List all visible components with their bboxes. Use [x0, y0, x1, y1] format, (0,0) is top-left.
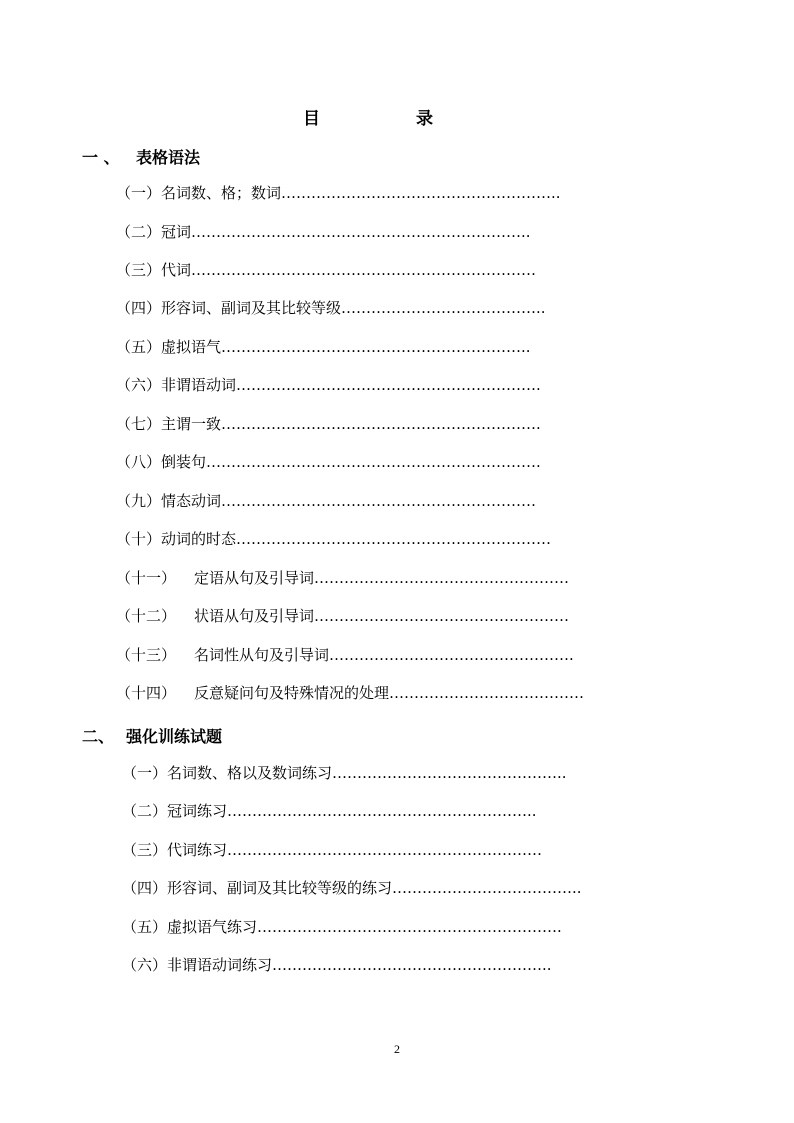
- toc-entry[interactable]: [116, 491, 536, 511]
- toc-entry-number: （六）: [116, 376, 162, 394]
- toc-entry-number: （九）: [116, 492, 162, 510]
- toc-entry-leader: ……………………………………………………….: [221, 415, 541, 433]
- toc-entry-leader: ……………………………………………: [314, 569, 570, 587]
- toc-entry-number: （四）: [116, 299, 162, 317]
- toc-entry[interactable]: [116, 375, 541, 395]
- toc-entry-leader: ………………………………………………………: [221, 492, 537, 510]
- toc-entry-label: 冠词练习: [167, 802, 228, 820]
- toc-entry[interactable]: [122, 917, 562, 937]
- toc-entry-leader: ……………………………………………………..: [227, 802, 537, 820]
- toc-entry-leader: …………………………………………………………..: [191, 223, 531, 241]
- toc-entry-label: 动词的时态: [161, 530, 237, 548]
- toc-entry-leader: ………………………………………………………: [236, 530, 552, 548]
- toc-entry-number: （一）: [116, 184, 162, 202]
- toc-entry-leader: ………………………………………………………….: [206, 453, 541, 471]
- toc-entry-leader: ……………………………………………………..: [221, 338, 531, 356]
- toc-entry-number: （十四）: [116, 684, 177, 702]
- toc-title-right: 录: [416, 109, 433, 129]
- toc-entry-label: 形容词、副词及其比较等级: [161, 299, 342, 317]
- toc-entry-leader: ………………………………………………………: [227, 841, 543, 859]
- toc-entry-label: 形容词、副词及其比较等级的练习: [167, 879, 393, 897]
- toc-entry-number: （一）: [122, 764, 168, 782]
- toc-entry-label: 名词性从句及引导词: [194, 646, 330, 664]
- toc-entry[interactable]: [116, 183, 561, 203]
- toc-section-2-heading: [82, 724, 222, 747]
- toc-entry-leader: ………………………………………………..: [272, 956, 552, 974]
- toc-entry-number: （二）: [122, 802, 168, 820]
- page-number: 2: [394, 1042, 400, 1056]
- toc-title-left: 目: [303, 109, 320, 129]
- toc-entry[interactable]: [116, 529, 551, 549]
- toc-entry-leader: ………………………………………………..: [281, 184, 561, 202]
- toc-entry-leader: ……………………………………………………………: [191, 261, 537, 279]
- toc-entry-label: 非谓语动词练习: [167, 956, 273, 974]
- toc-entry-leader: ………………………………………….: [329, 646, 574, 664]
- toc-entry-label: 虚拟语气: [161, 338, 222, 356]
- toc-section-1-heading: [82, 145, 200, 168]
- toc-entry-number: （二）: [116, 223, 162, 241]
- toc-entry-label: 冠词: [161, 223, 192, 241]
- toc-entry-leader: …………………………………: [389, 684, 585, 702]
- toc-entry[interactable]: [122, 955, 552, 975]
- toc-entry-label: 代词练习: [167, 841, 228, 859]
- toc-entry-label: 非谓语动词: [161, 376, 237, 394]
- toc-entry-leader: ………………………………..: [392, 879, 582, 897]
- section-name: 强化训练试题: [126, 727, 223, 746]
- toc-entry[interactable]: [116, 222, 531, 242]
- toc-entry[interactable]: [116, 414, 541, 434]
- toc-entry-label: 状语从句及引导词: [194, 607, 315, 625]
- toc-entry-number: （七）: [116, 415, 162, 433]
- section-number: 一 、: [82, 148, 120, 167]
- toc-entry-label: 主谓一致: [161, 415, 222, 433]
- toc-entry-leader: ………………………………………..: [332, 764, 567, 782]
- toc-entry-label: 名词数、格以及数词练习: [167, 764, 333, 782]
- toc-entry[interactable]: [122, 801, 537, 821]
- toc-entry[interactable]: [116, 606, 569, 626]
- toc-entry-leader: …………………………………..: [341, 299, 546, 317]
- toc-entry-label: 定语从句及引导词: [194, 569, 315, 587]
- toc-entry-number: （四）: [122, 879, 168, 897]
- toc-entry-number: （三）: [116, 261, 162, 279]
- toc-entry[interactable]: [116, 452, 541, 472]
- toc-entry[interactable]: [122, 878, 582, 898]
- toc-entry[interactable]: [116, 337, 531, 357]
- toc-entry-label: 名词数、格；数词: [161, 184, 282, 202]
- toc-entry[interactable]: [122, 763, 567, 783]
- toc-entry-label: 代词: [161, 261, 192, 279]
- toc-entry-label: 情态动词: [161, 492, 222, 510]
- toc-entry-leader: ……………………………………………: [314, 607, 570, 625]
- toc-entry-label: 反意疑问句及特殊情况的处理: [194, 684, 390, 702]
- section-number: 二、: [82, 727, 115, 746]
- toc-entry[interactable]: [116, 260, 536, 280]
- toc-entry[interactable]: [122, 840, 542, 860]
- toc-entry-leader: …………………………………………………….: [236, 376, 541, 394]
- toc-entry[interactable]: [116, 568, 569, 588]
- toc-entry-number: （十）: [116, 530, 162, 548]
- toc-entry[interactable]: [116, 683, 584, 703]
- toc-entry[interactable]: [116, 645, 574, 665]
- toc-entry-number: （十三）: [116, 646, 177, 664]
- toc-title: [0, 104, 794, 128]
- toc-entry-label: 虚拟语气练习: [167, 918, 258, 936]
- toc-entry-leader: …………………………………………………….: [257, 918, 562, 936]
- toc-entry-number: （十一）: [116, 569, 177, 587]
- toc-entry[interactable]: [116, 298, 546, 318]
- toc-entry-label: 倒装句: [161, 453, 207, 471]
- toc-entry-number: （五）: [116, 338, 162, 356]
- toc-entry-number: （三）: [122, 841, 168, 859]
- section-name: 表格语法: [136, 148, 201, 167]
- toc-entry-number: （八）: [116, 453, 162, 471]
- toc-entry-number: （六）: [122, 956, 168, 974]
- toc-entry-number: （十二）: [116, 607, 177, 625]
- toc-entry-number: （五）: [122, 918, 168, 936]
